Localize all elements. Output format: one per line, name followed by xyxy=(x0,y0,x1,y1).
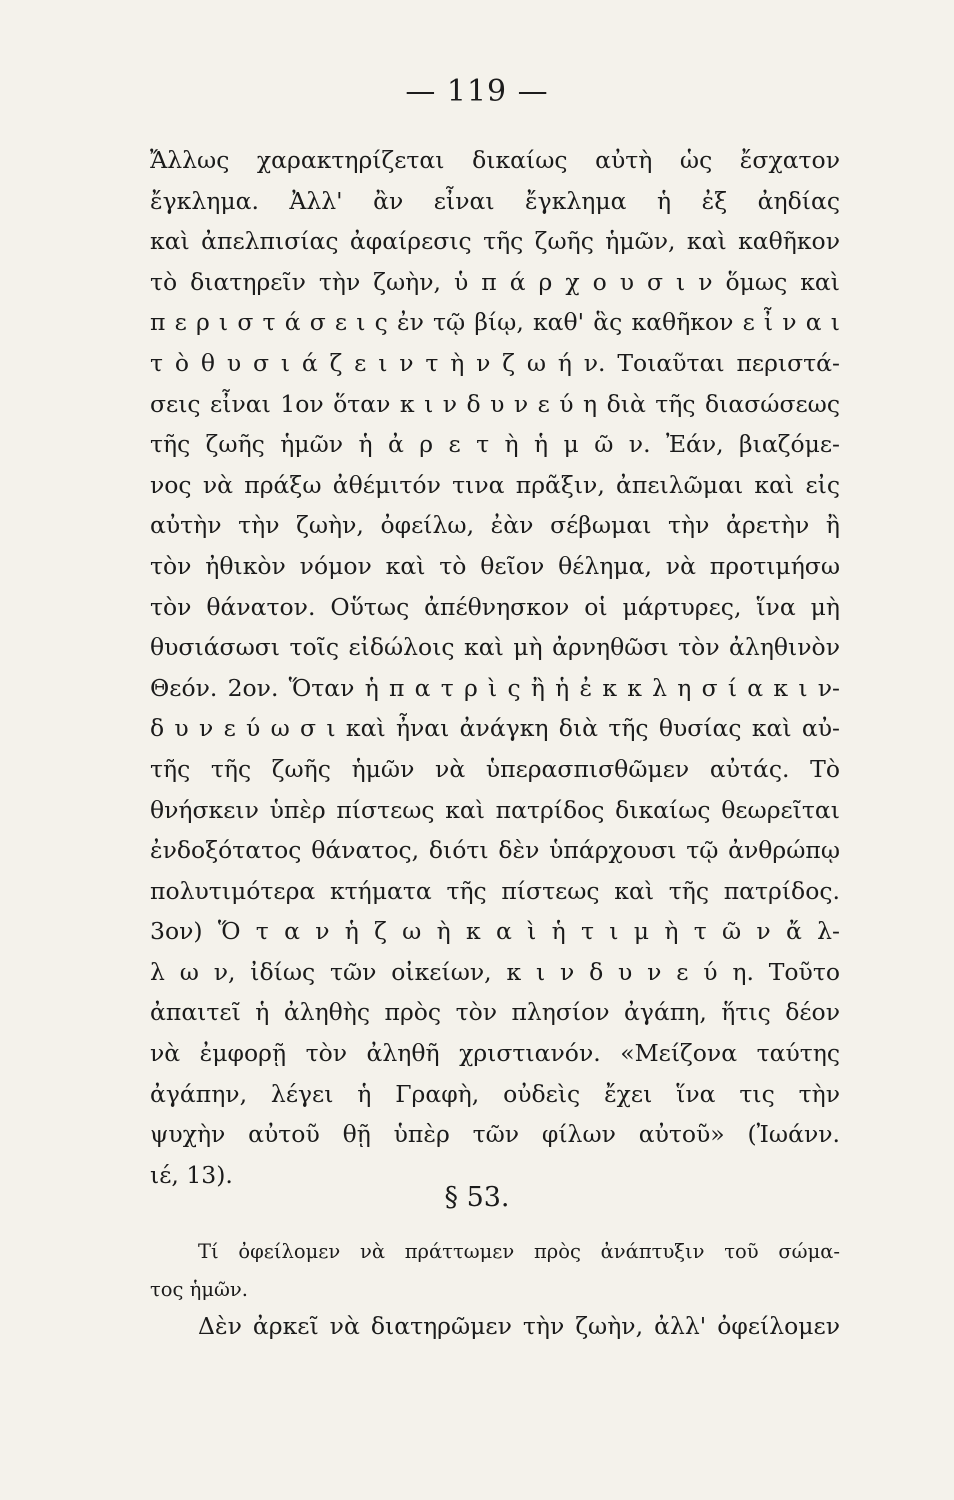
question-line: Τί ὀφείλομεν νὰ πράττωμεν πρὸς ἀνάπτυξιν τοῦ σώμα- xyxy=(198,1240,840,1263)
text-line: τῆς τῆς ζωῆς ἡμῶν νὰ ὑπερασπισθῶμεν αὐτάς. Τὸ xyxy=(150,754,840,783)
text-line: λ ω ν, ἰδίως τῶν οἰκείων, κ ι ν δ υ ν ε ύ η. Τοῦτο xyxy=(150,957,840,986)
text-line: σεις εἶναι 1ον ὅταν κ ι ν δ υ ν ε ύ η διὰ τῆς διασώσεως xyxy=(150,389,840,418)
text-line: ἀπαιτεῖ ἡ ἀληθὴς πρὸς τὸν πλησίον ἀγάπη, ἥτις δέον xyxy=(150,998,840,1027)
text-line: ἐνδοξότατος θάνατος, διότι δὲν ὑπάρχουσι τῷ ἀνθρώπῳ xyxy=(150,836,840,865)
text-line: ιέ, 13). xyxy=(150,1160,233,1189)
text-line: τὸ διατηρεῖν τὴν ζωὴν, ὑ π ά ρ χ ο υ σ ι ν ὅμως καὶ xyxy=(150,267,840,296)
text-line: ψυχὴν αὐτοῦ θῇ ὑπὲρ τῶν φίλων αὐτοῦ» (Ἰωάνν. xyxy=(150,1120,840,1149)
text-line: νος νὰ πράξω ἀθέμιτόν τινα πρᾶξιν, ἀπειλῶμαι καὶ εἰς xyxy=(150,470,840,499)
text-line: τ ὸ θ υ σ ι ά ζ ε ι ν τ ὴ ν ζ ω ή ν. Τοιαῦται περιστά- xyxy=(150,348,840,377)
text-line: τὸν ἠθικὸν νόμον καὶ τὸ θεῖον θέλημα, νὰ προτιμήσω xyxy=(150,551,840,580)
text-line: ἔγκλημα. Ἀλλ' ἂν εἶναι ἔγκλημα ἡ ἐξ ἀηδίας xyxy=(150,186,840,215)
section-heading: § 53. xyxy=(444,1182,510,1213)
text-line: νὰ ἐμφορῇ τὸν ἀληθῆ χριστιανόν. «Μείζονα ταύτης xyxy=(150,1039,840,1068)
text-line: τὸν θάνατον. Οὕτως ἀπέθνησκον οἱ μάρτυρες, ἵνα μὴ xyxy=(150,592,840,621)
body-paragraph xyxy=(150,140,840,1195)
text-line: Ἄλλως χαρακτηρίζεται δικαίως αὐτὴ ὡς ἔσχατον xyxy=(150,146,840,174)
section-question xyxy=(150,1233,840,1309)
text-line: αὐτὴν τὴν ζωὴν, ὀφείλω, ἐὰν σέβωμαι τὴν ἀρετὴν ἢ xyxy=(150,511,840,540)
text-line: π ε ρ ι σ τ ά σ ε ι ς ἐν τῷ βίῳ, καθ' ἃς καθῆκον ε ἶ ν α ι xyxy=(150,308,840,337)
text-line: θυσιάσωσι τοῖς εἰδώλοις καὶ μὴ ἀρνηθῶσι τὸν ἀληθινὸν xyxy=(150,633,840,662)
text-line: καὶ ἀπελπισίας ἀφαίρεσις τῆς ζωῆς ἡμῶν, καὶ καθῆκον xyxy=(150,227,840,256)
text-line: ἀγάπην, λέγει ἡ Γραφὴ, οὐδεὶς ἔχει ἵνα τις τὴν xyxy=(150,1079,840,1108)
text-line: δ υ ν ε ύ ω σ ι καὶ ἦναι ἀνάγκη διὰ τῆς θυσίας καὶ αὐ- xyxy=(150,714,840,743)
text-line: 3ον) Ὅ τ α ν ἡ ζ ω ὴ κ α ὶ ἡ τ ι μ ὴ τ ῶ ν ἄ λ- xyxy=(150,917,840,946)
text-line: τῆς ζωῆς ἡμῶν ἡ ἀ ρ ε τ ὴ ἡ μ ῶ ν. Ἐάν, βιαζόμε- xyxy=(150,430,840,459)
text-line: πολυτιμότερα κτήματα τῆς πίστεως καὶ τῆς πατρίδος. xyxy=(150,876,840,905)
text-line: θνήσκειν ὑπὲρ πίστεως καὶ πατρίδος δικαίως θεωρεῖται xyxy=(150,795,840,824)
text-line: Θεόν. 2ον. Ὅταν ἡ π α τ ρ ὶ ς ἢ ἡ ἐ κ κ λ η σ ί α κ ι ν- xyxy=(150,673,840,702)
question-line: τος ἡμῶν. xyxy=(150,1278,248,1301)
closing-paragraph xyxy=(150,1306,840,1347)
page-number: — 119 — xyxy=(405,74,549,109)
text-line: Δὲν ἀρκεῖ νὰ διατηρῶμεν τὴν ζωὴν, ἀλλ' ὀφείλομεν xyxy=(198,1312,840,1340)
